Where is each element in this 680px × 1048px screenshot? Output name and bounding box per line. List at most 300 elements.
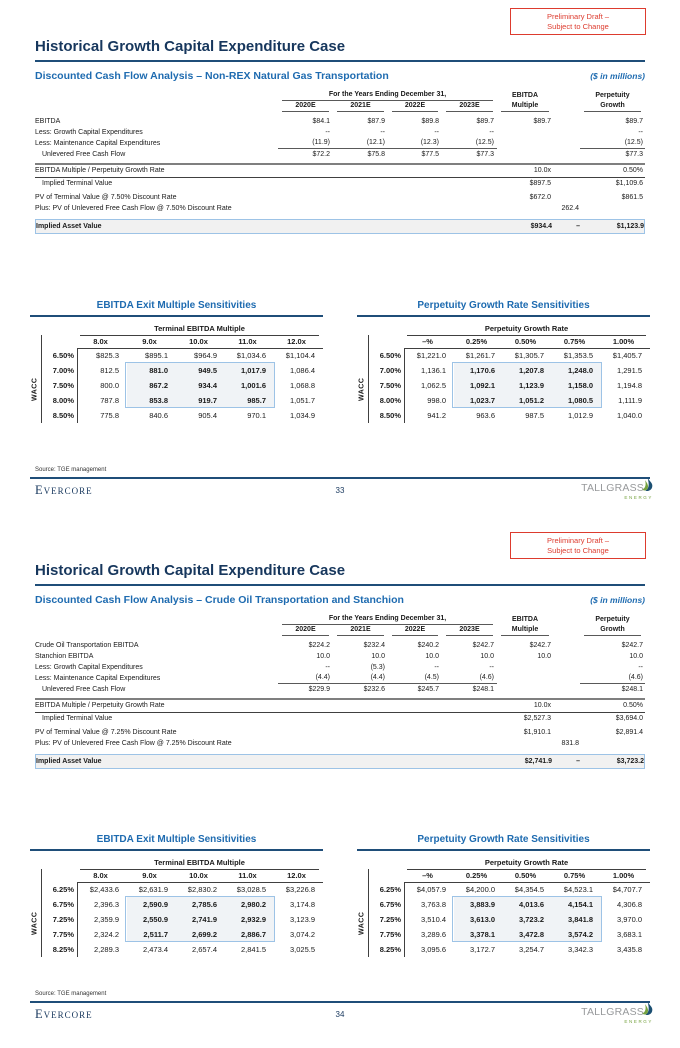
value-cell: (4.5) xyxy=(388,672,442,684)
row-label: Implied Terminal Value xyxy=(42,180,113,187)
sensitivity-value: 1,123.9 xyxy=(503,378,552,393)
dcf-table-row xyxy=(35,684,645,695)
slide-page-34 xyxy=(0,524,680,1048)
sensitivity-value: 2,359.9 xyxy=(93,915,119,924)
row-label: PV of Terminal Value @ 7.50% Discount Rate xyxy=(35,194,177,201)
row-label: Less: Growth Capital Expenditures xyxy=(35,129,143,136)
sensitivity-value: 3,095.6 xyxy=(420,945,446,954)
sensitivity-value: 3,174.8 xyxy=(289,900,315,909)
sensitivity-row xyxy=(368,348,650,363)
page-number: 33 xyxy=(335,486,345,495)
value-cell: $224.2 xyxy=(308,642,330,649)
col-header: 0.75% xyxy=(552,869,601,883)
draft-notice-line1: Preliminary Draft – xyxy=(546,536,610,545)
sensitivity-group-header: Perpetuity Growth Rate xyxy=(407,323,646,336)
col-header: 8.0x xyxy=(78,335,127,349)
value-cell: -- xyxy=(325,129,330,136)
row-label: Plus: PV of Unlevered Free Cash Flow @ 7.25% Discount Rate xyxy=(35,740,232,747)
year-header: 2020E xyxy=(282,100,329,112)
dcf-table-row xyxy=(35,163,645,178)
wacc-row-label: 8.00% xyxy=(368,393,405,408)
page-number: 34 xyxy=(335,1010,345,1019)
sensitivity-title: EBITDA Exit Multiple Sensitivities xyxy=(30,300,323,317)
sensitivity-tables xyxy=(30,834,650,957)
perpetuity-growth-cell: $248.1 xyxy=(621,686,643,693)
value-cell: $240.2 xyxy=(417,642,439,649)
value-cell: -- xyxy=(434,129,439,136)
col-header: 9.0x xyxy=(127,869,176,883)
sensitivity-value: 3,574.2 xyxy=(552,927,601,942)
value-cell: 10.0 xyxy=(425,653,439,660)
year-header: 2023E xyxy=(446,100,493,112)
sensitivity-value: $825.3 xyxy=(96,351,119,360)
wacc-row-label: 7.00% xyxy=(368,363,405,378)
wacc-row-label: 7.50% xyxy=(368,378,405,393)
sensitivity-value: 1,170.6 xyxy=(454,363,503,378)
sensitivity-value: 2,289.3 xyxy=(93,945,119,954)
value-cell: $248.1 xyxy=(472,686,494,693)
row-label: Less: Growth Capital Expenditures xyxy=(35,664,143,671)
dcf-table-row xyxy=(35,713,645,724)
col-header: 1.00% xyxy=(601,335,650,349)
sensitivity-row xyxy=(41,897,323,912)
sensitivity-value: 775.8 xyxy=(100,411,119,420)
sensitivity-value: $1,221.0 xyxy=(416,351,446,360)
row-label: Crude Oil Transportation EBITDA xyxy=(35,642,139,649)
sensitivity-value: 970.1 xyxy=(247,411,266,420)
sensitivity-value: $1,034.6 xyxy=(236,351,266,360)
sensitivity-row xyxy=(368,882,650,897)
sensitivity-row xyxy=(41,393,323,408)
perpetuity-growth-cell: 0.50% xyxy=(623,167,643,174)
perpetuity-growth-cell: $89.7 xyxy=(625,118,643,125)
sensitivity-row xyxy=(368,897,650,912)
wacc-row-label: 6.50% xyxy=(41,348,78,363)
value-cell: $77.3 xyxy=(476,151,494,158)
sensitivity-value: 905.4 xyxy=(198,411,217,420)
sensitivity-row xyxy=(368,912,650,927)
sensitivity-value: 3,841.8 xyxy=(552,912,601,927)
ebitda-multiple-cell: $2,527.3 xyxy=(523,715,551,722)
perpetuity-header-line2: Growth xyxy=(584,100,641,112)
perpetuity-growth-cell: $77.3 xyxy=(625,151,643,158)
sensitivity-value: 998.0 xyxy=(427,396,446,405)
sensitivity-value: 3,254.7 xyxy=(518,945,544,954)
ebitda-multiple-cell: $242.7 xyxy=(529,642,551,649)
sensitivity-value: $1,261.7 xyxy=(465,351,495,360)
dcf-table-header xyxy=(35,614,645,636)
sensitivity-value: 3,970.0 xyxy=(616,915,642,924)
value-cell: (12.3) xyxy=(388,137,442,149)
col-header: 0.50% xyxy=(503,869,552,883)
sensitivity-value: 1,086.4 xyxy=(289,366,315,375)
wacc-axis-label: WACC xyxy=(31,377,39,401)
sensitivity-title: EBITDA Exit Multiple Sensitivities xyxy=(30,834,323,851)
wacc-row-label: 8.25% xyxy=(41,942,78,957)
sensitivity-value: 2,657.4 xyxy=(191,945,217,954)
wacc-row-label: 7.00% xyxy=(41,363,78,378)
draft-notice xyxy=(510,532,646,559)
value-cell: $245.7 xyxy=(417,686,439,693)
sensitivity-value: 2,324.2 xyxy=(93,930,119,939)
sensitivity-row xyxy=(368,363,650,378)
sensitivity-value: 985.7 xyxy=(225,393,274,408)
mid-value-cell: 262.4 xyxy=(561,205,579,212)
perpetuity-growth-cell: $2,891.4 xyxy=(615,729,643,736)
sensitivity-value: $1,104.4 xyxy=(285,351,315,360)
row-label: Implied Asset Value xyxy=(36,758,102,765)
sensitivity-value: 4,154.1 xyxy=(552,897,601,912)
row-label: EBITDA Multiple / Perpetuity Growth Rate xyxy=(35,702,165,709)
sensitivity-value: 3,472.8 xyxy=(503,927,552,942)
sensitivity-value: 1,158.0 xyxy=(552,378,601,393)
sensitivity-row xyxy=(41,363,323,378)
sensitivity-value: 2,590.9 xyxy=(127,897,176,912)
sensitivity-value: 1,092.1 xyxy=(454,378,503,393)
sensitivity-row xyxy=(368,378,650,393)
sensitivity-value: $4,057.9 xyxy=(416,885,446,894)
sensitivity-value: $1,305.7 xyxy=(514,351,544,360)
value-cell: $232.6 xyxy=(363,686,385,693)
perpetuity-growth-cell: $1,123.9 xyxy=(616,223,644,230)
sensitivity-value: 3,025.5 xyxy=(289,945,315,954)
wacc-row-label: 7.50% xyxy=(41,378,78,393)
value-cell: $84.1 xyxy=(312,118,330,125)
sensitivity-value: $2,830.2 xyxy=(187,885,217,894)
wacc-row-label: 8.25% xyxy=(368,942,405,957)
sensitivity-body xyxy=(368,882,650,957)
dcf-analysis-table xyxy=(35,614,645,769)
dcf-table-body xyxy=(35,116,645,234)
sensitivity-value: 3,763.8 xyxy=(420,900,446,909)
sensitivity-group-header: Terminal EBITDA Multiple xyxy=(80,323,319,336)
year-header: 2022E xyxy=(392,624,438,636)
section-header xyxy=(35,70,645,82)
ebitda-multiple-cell: $672.0 xyxy=(529,194,551,201)
sensitivity-value: 812.5 xyxy=(100,366,119,375)
sensitivity-value: 800.0 xyxy=(100,381,119,390)
row-label: Implied Asset Value xyxy=(36,223,102,230)
sensitivity-value: 949.5 xyxy=(176,363,225,378)
ebitda-multiple-header-line1: EBITDA xyxy=(511,92,539,99)
value-cell: (12.5) xyxy=(442,137,497,149)
col-header: –% xyxy=(405,335,454,349)
row-label: EBITDA Multiple / Perpetuity Growth Rate xyxy=(35,167,165,174)
perpetuity-growth-cell: -- xyxy=(638,664,643,671)
dcf-table-row xyxy=(35,640,645,651)
col-header: 0.50% xyxy=(503,335,552,349)
year-header: 2021E xyxy=(337,624,384,636)
sensitivity-value: 3,510.4 xyxy=(420,915,446,924)
wacc-row-label: 7.75% xyxy=(41,927,78,942)
section-header xyxy=(35,594,645,606)
sensitivity-row xyxy=(41,912,323,927)
sensitivity-title: Perpetuity Growth Rate Sensitivities xyxy=(357,834,650,851)
perpetuity-growth-cell: (4.6) xyxy=(580,672,645,684)
ebitda-multiple-cell: $1,910.1 xyxy=(523,729,551,736)
year-header: 2021E xyxy=(337,100,384,112)
sensitivity-value: 1,111.9 xyxy=(618,396,642,405)
sensitivity-title: Perpetuity Growth Rate Sensitivities xyxy=(357,300,650,317)
draft-notice-line2: Subject to Change xyxy=(547,546,609,555)
sensitivity-value: 867.2 xyxy=(127,378,176,393)
ebitda-multiple-header-line1: EBITDA xyxy=(511,616,539,623)
mid-value-cell: – xyxy=(576,223,580,230)
sensitivity-row xyxy=(41,378,323,393)
col-header: 1.00% xyxy=(601,869,650,883)
dcf-table-row xyxy=(35,754,645,769)
row-label: Plus: PV of Unlevered Free Cash Flow @ 7.50% Discount Rate xyxy=(35,205,232,212)
tallgrass-logo xyxy=(581,480,654,501)
value-cell: -- xyxy=(489,129,494,136)
sensitivity-value: 2,932.9 xyxy=(225,912,274,927)
value-cell: 10.0 xyxy=(316,653,330,660)
sensitivity-value: 2,841.5 xyxy=(240,945,266,954)
dcf-table-row xyxy=(35,149,645,160)
col-header: 8.0x xyxy=(78,869,127,883)
row-label: Unlevered Free Cash Flow xyxy=(42,151,126,158)
row-label: Stanchion EBITDA xyxy=(35,653,94,660)
wacc-row-label: 6.25% xyxy=(368,882,405,897)
wacc-row-label: 7.25% xyxy=(368,912,405,927)
row-label: Unlevered Free Cash Flow xyxy=(42,686,126,693)
units-note: ($ in millions) xyxy=(590,595,645,605)
sensitivity-row xyxy=(368,942,650,957)
value-cell: -- xyxy=(325,664,330,671)
tallgrass-logo-text: TALLGRASS xyxy=(581,481,644,494)
dcf-table-row xyxy=(35,178,645,189)
perpetuity-growth-cell: -- xyxy=(638,129,643,136)
value-cell: 10.0 xyxy=(371,653,385,660)
dcf-analysis-table xyxy=(35,90,645,234)
sensitivity-value: 3,683.1 xyxy=(616,930,642,939)
wacc-axis-label: WACC xyxy=(358,911,366,935)
perpetuity-header-line2: Growth xyxy=(584,624,641,636)
sensitivity-value: $2,433.6 xyxy=(89,885,119,894)
sensitivity-value: 1,207.8 xyxy=(503,363,552,378)
value-cell: $75.8 xyxy=(367,151,385,158)
sensitivity-value: 1,023.7 xyxy=(454,393,503,408)
sensitivity-value: 2,886.7 xyxy=(225,927,274,942)
value-cell: (4.4) xyxy=(333,672,388,684)
col-header: 12.0x xyxy=(274,335,323,349)
wacc-row-label: 6.75% xyxy=(368,897,405,912)
wacc-row-label: 8.50% xyxy=(41,408,78,423)
draft-notice xyxy=(510,8,646,35)
wacc-row-label: 8.00% xyxy=(41,393,78,408)
col-header: 11.0x xyxy=(225,335,274,349)
perpetuity-growth-cell: $861.5 xyxy=(621,194,643,201)
ebitda-multiple-cell: 10.0x xyxy=(533,167,551,174)
value-cell: $89.8 xyxy=(421,118,439,125)
dcf-table-row xyxy=(35,651,645,662)
col-header: 0.75% xyxy=(552,335,601,349)
sensitivity-value: $3,226.8 xyxy=(285,885,315,894)
value-cell: $89.7 xyxy=(476,118,494,125)
sensitivity-value: 881.0 xyxy=(127,363,176,378)
col-header: 12.0x xyxy=(274,869,323,883)
sensitivity-value: 3,172.7 xyxy=(469,945,495,954)
sensitivity-value: 3,723.2 xyxy=(503,912,552,927)
wacc-row-label: 6.75% xyxy=(41,897,78,912)
ebitda-multiple-header-line2: Multiple xyxy=(501,100,549,112)
value-cell: $229.9 xyxy=(308,686,330,693)
sensitivity-value: 4,013.6 xyxy=(503,897,552,912)
year-header: 2020E xyxy=(282,624,329,636)
sensitivity-value: 787.8 xyxy=(100,396,119,405)
sensitivity-value: 987.5 xyxy=(525,411,544,420)
ebitda-multiple-header-line2: Multiple xyxy=(501,624,549,636)
dcf-table-row xyxy=(35,138,645,149)
sensitivity-value: $4,354.5 xyxy=(514,885,544,894)
row-label: PV of Terminal Value @ 7.25% Discount Rate xyxy=(35,729,177,736)
sensitivity-row xyxy=(368,927,650,942)
value-cell: (4.4) xyxy=(278,672,333,684)
draft-notice-line1: Preliminary Draft – xyxy=(546,12,610,21)
sensitivity-value: 1,012.9 xyxy=(567,411,593,420)
sensitivity-value: $1,405.7 xyxy=(612,351,642,360)
footer-rule xyxy=(30,1001,650,1003)
tallgrass-logo xyxy=(581,1004,654,1025)
sensitivity-value: 3,378.1 xyxy=(454,927,503,942)
footer-rule xyxy=(30,477,650,479)
units-note: ($ in millions) xyxy=(590,71,645,81)
sensitivity-value: 1,248.0 xyxy=(552,363,601,378)
sensitivity-value: 4,306.8 xyxy=(616,900,642,909)
year-header: 2022E xyxy=(392,100,438,112)
dcf-table-row xyxy=(35,727,645,738)
sensitivity-group-header: Terminal EBITDA Multiple xyxy=(80,857,319,870)
sensitivity-value: 2,785.6 xyxy=(176,897,225,912)
value-cell: $72.2 xyxy=(312,151,330,158)
sensitivity-body xyxy=(41,348,323,423)
wacc-row-label: 6.25% xyxy=(41,882,78,897)
sensitivity-value: $3,028.5 xyxy=(236,885,266,894)
sensitivity-value: 2,473.4 xyxy=(142,945,168,954)
perpetuity-growth-cell: 0.50% xyxy=(623,702,643,709)
sensitivity-value: 3,613.0 xyxy=(454,912,503,927)
sensitivity-value: 840.6 xyxy=(149,411,168,420)
sensitivity-value: 934.4 xyxy=(176,378,225,393)
sensitivity-row xyxy=(368,408,650,423)
row-label: Less: Maintenance Capital Expenditures xyxy=(35,675,161,682)
sensitivity-value: 1,040.0 xyxy=(616,411,642,420)
sensitivity-value: 2,550.9 xyxy=(127,912,176,927)
value-cell: -- xyxy=(489,664,494,671)
dcf-table-row xyxy=(35,116,645,127)
sensitivity-row xyxy=(41,408,323,423)
col-header: –% xyxy=(405,869,454,883)
value-cell: (4.6) xyxy=(442,672,497,684)
sensitivity-value: 3,123.9 xyxy=(289,915,315,924)
sensitivity-value: 1,034.9 xyxy=(289,411,315,420)
section-subtitle: Discounted Cash Flow Analysis – Crude Oil Transportation and Stanchion xyxy=(35,594,404,606)
row-label: EBITDA xyxy=(35,118,61,125)
value-cell: $77.5 xyxy=(421,151,439,158)
wacc-row-label: 7.25% xyxy=(41,912,78,927)
value-cell: 10.0 xyxy=(480,653,494,660)
ebitda-exit-sensitivities-table xyxy=(30,300,323,423)
sensitivity-value: 1,080.5 xyxy=(552,393,601,408)
col-header: 11.0x xyxy=(225,869,274,883)
mid-value-cell: 831.8 xyxy=(561,740,579,747)
sensitivity-value: 3,342.3 xyxy=(567,945,593,954)
sensitivity-value: $2,631.9 xyxy=(138,885,168,894)
value-cell: -- xyxy=(380,129,385,136)
sensitivity-value: 1,051.2 xyxy=(503,393,552,408)
section-subtitle: Discounted Cash Flow Analysis – Non-REX Natural Gas Transportation xyxy=(35,70,389,82)
evercore-logo: Evercore xyxy=(35,483,93,497)
evercore-logo: Evercore xyxy=(35,1007,93,1021)
sensitivity-value: 941.2 xyxy=(427,411,446,420)
source-note: Source: TGE management xyxy=(35,467,107,473)
sensitivity-value: 1,291.5 xyxy=(616,366,642,375)
dcf-table-row xyxy=(35,192,645,203)
sensitivity-body xyxy=(368,348,650,423)
perpetuity-growth-cell: 10.0 xyxy=(629,653,643,660)
value-cell: $232.4 xyxy=(363,642,385,649)
sensitivity-row xyxy=(41,927,323,942)
sensitivity-value: 1,194.8 xyxy=(616,381,642,390)
value-cell: (11.9) xyxy=(278,137,333,149)
sensitivity-group-header: Perpetuity Growth Rate xyxy=(407,857,646,870)
ebitda-multiple-cell: 10.0x xyxy=(533,702,551,709)
sensitivity-row xyxy=(41,942,323,957)
perpetuity-growth-cell: $242.7 xyxy=(621,642,643,649)
sensitivity-value: 2,511.7 xyxy=(127,927,176,942)
col-header: 10.0x xyxy=(176,335,225,349)
sensitivity-value: 2,699.2 xyxy=(176,927,225,942)
year-header: 2023E xyxy=(446,624,493,636)
sensitivity-value: 3,289.6 xyxy=(420,930,446,939)
dcf-table-row xyxy=(35,698,645,713)
tallgrass-logo-text: TALLGRASS xyxy=(581,1005,644,1018)
sensitivity-value: 3,883.9 xyxy=(454,897,503,912)
sensitivity-value: $4,707.7 xyxy=(612,885,642,894)
sensitivity-value: 2,980.2 xyxy=(225,897,274,912)
perpetuity-header-line1: Perpetuity xyxy=(595,92,630,99)
sensitivity-value: 1,068.8 xyxy=(289,381,315,390)
sensitivity-body xyxy=(41,882,323,957)
wacc-row-label: 7.75% xyxy=(368,927,405,942)
sensitivity-value: $4,523.1 xyxy=(563,885,593,894)
dcf-table-row xyxy=(35,673,645,684)
ebitda-multiple-cell: $2,741.9 xyxy=(524,758,552,765)
dcf-table-header xyxy=(35,90,645,112)
row-label: Implied Terminal Value xyxy=(42,715,113,722)
source-note: Source: TGE management xyxy=(35,991,107,997)
dcf-table-row xyxy=(35,219,645,234)
perpetuity-growth-cell: (12.5) xyxy=(580,137,645,149)
ebitda-multiple-cell: 10.0 xyxy=(537,653,551,660)
value-cell: $242.7 xyxy=(472,642,494,649)
sensitivity-value: 853.8 xyxy=(127,393,176,408)
page-title: Historical Growth Capital Expenditure Case xyxy=(35,38,645,62)
sensitivity-value: 2,396.3 xyxy=(93,900,119,909)
sensitivity-value: 3,435.8 xyxy=(616,945,642,954)
draft-notice-line2: Subject to Change xyxy=(547,22,609,31)
col-header: 9.0x xyxy=(127,335,176,349)
sensitivity-value: 1,062.5 xyxy=(420,381,446,390)
ebitda-exit-sensitivities-table xyxy=(30,834,323,957)
sensitivity-row xyxy=(41,882,323,897)
sensitivity-value: 2,741.9 xyxy=(176,912,225,927)
value-cell: $87.9 xyxy=(367,118,385,125)
sensitivity-value: $895.1 xyxy=(145,351,168,360)
perpetuity-header-line1: Perpetuity xyxy=(595,616,630,623)
col-header: 0.25% xyxy=(454,335,503,349)
sensitivity-value: $964.9 xyxy=(194,351,217,360)
